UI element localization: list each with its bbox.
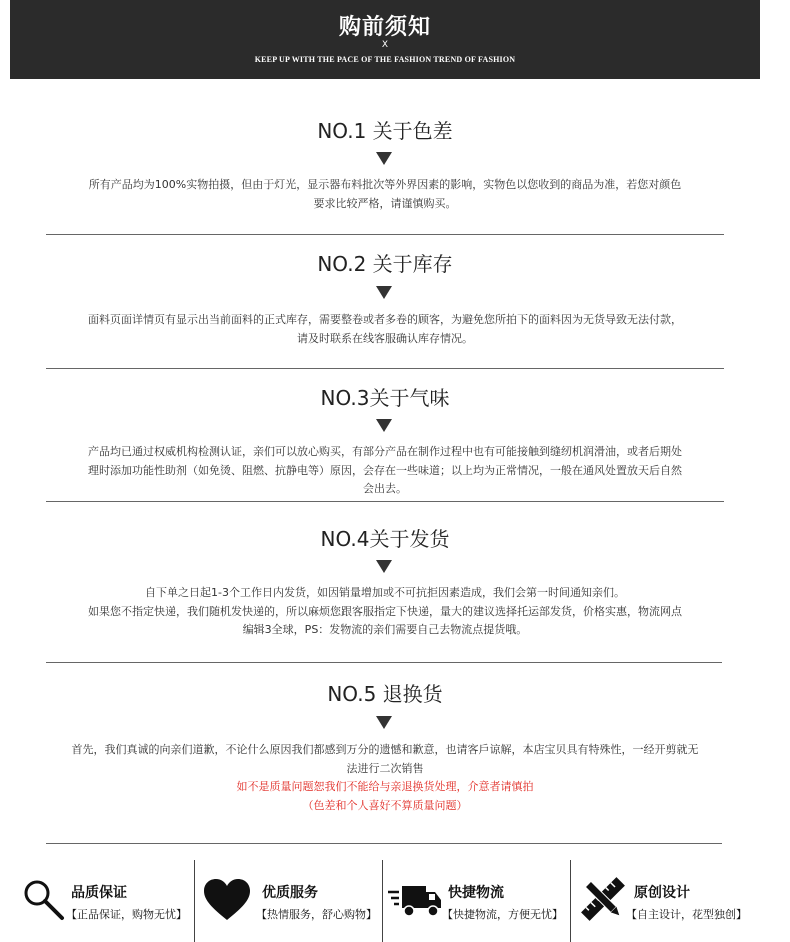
feature-name: 快捷物流 — [448, 885, 504, 901]
header-title: 购前须知 — [338, 15, 431, 40]
heart-icon — [202, 878, 252, 922]
section-2-text: 面料页面详情页有显示出当前面料的正式库存，需要整卷或者多卷的顾客，为避免您所拍下的面料因为无货导致无法付款， 请及时联系在线客服确认库存情况。 — [88, 313, 682, 345]
divider — [46, 843, 722, 844]
feature-desc: 【热情服务，舒心购物】 — [256, 908, 377, 921]
feature-logistics — [384, 860, 570, 942]
ruler-pencil-icon — [578, 874, 628, 924]
feature-quality — [20, 860, 194, 942]
feature-desc: 【正品保证，购物无忧】 — [66, 908, 187, 921]
truck-icon — [388, 882, 442, 918]
down-arrow-icon — [376, 716, 392, 729]
divider — [46, 234, 724, 235]
header-x: X — [381, 40, 389, 50]
divider — [46, 368, 724, 369]
notice-red-line: 如不是质量问题恕我们不能给与亲退换货处理，介意者请慎拍 — [236, 780, 534, 793]
section-3-title: NO.3关于气味 — [320, 386, 450, 410]
section-2-title: NO.2 关于库存 — [317, 252, 453, 276]
header-tagline: KEEP UP WITH THE PACE OF THE FASHION TREND OF FASHION — [254, 55, 516, 64]
divider — [46, 662, 722, 663]
down-arrow-icon — [376, 419, 392, 432]
feature-desc: 【自主设计，花型独创】 — [626, 908, 747, 921]
down-arrow-icon — [376, 152, 392, 165]
feature-service — [196, 860, 382, 942]
feature-name: 优质服务 — [262, 885, 318, 901]
feature-separator — [570, 860, 571, 942]
section-1-title: NO.1 关于色差 — [317, 119, 453, 143]
feature-separator — [382, 860, 383, 942]
divider — [46, 501, 724, 502]
feature-design — [572, 860, 786, 942]
feature-separator — [194, 860, 195, 942]
section-3-text: 产品均已通过权威机构检测认证，亲们可以放心购买，有部分产品在制作过程中也有可能接触到缝纫机润滑油，或者后期处 理时添加功能性助剂（如免烫、阻燃、抗静电等）原因，会存在一些味道；以上均为正常情况，一般在通风处置放天后自然 会出去。 — [88, 445, 682, 495]
section-4-text: 自下单之日起1-3个工作日内发货，如因销量增加或不可抗拒因素造成，我们会第一时间通知亲们。 如果您不指定快递，我们随机发快递的，所以麻烦您跟客服指定下快递，量大的建议选择托运部发货，价格实惠，物流网点 编辑3全球，PS：发物流的亲们需要自己去物流点提货哦。 — [88, 586, 682, 636]
section-5-text: 首先，我们真诚的向亲们道歉，不论什么原因我们都感到万分的遗憾和歉意，也请客戶谅解，本店宝贝具有特殊性，一经开剪就无 法进行二次销售 如不是质量问题恕我们不能给与亲退换货处理，介意者请慎拍 （色差和个人喜好不算质量问题） — [40, 741, 730, 815]
magnifier-icon — [22, 878, 66, 922]
down-arrow-icon — [376, 286, 392, 299]
feature-desc: 【快捷物流，方便无忧】 — [442, 908, 563, 921]
section-1-text: 所有产品均为100%实物拍摄，但由于灯光，显示器布料批次等外界因素的影响，实物色以您收到的商品为准，若您对颜色 要求比较严格，请谨慎购买。 — [88, 178, 682, 210]
down-arrow-icon — [376, 560, 392, 573]
feature-name: 原创设计 — [634, 885, 690, 901]
notice-red-line: （色差和个人喜好不算质量问题） — [302, 798, 468, 812]
section-5-title: NO.5 退换货 — [327, 682, 443, 706]
feature-name: 品质保证 — [71, 885, 127, 901]
section-4-title: NO.4关于发货 — [320, 527, 450, 551]
page-header — [10, 0, 760, 79]
